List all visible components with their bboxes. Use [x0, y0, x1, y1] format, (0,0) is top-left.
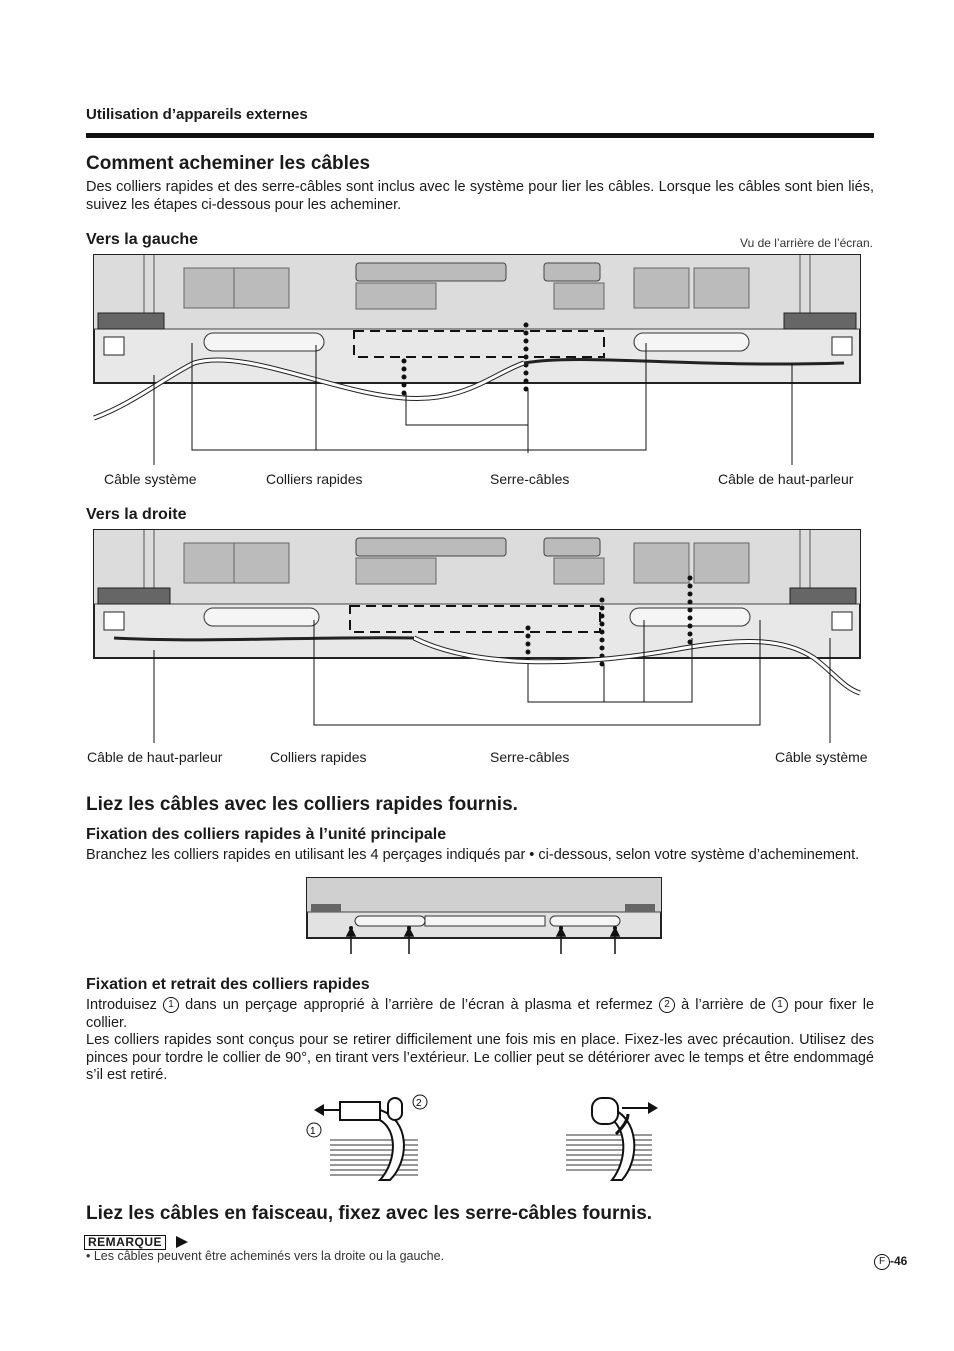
circled-number-2: 2 — [659, 997, 675, 1013]
sub2-p1-c: à l’arrière de — [681, 997, 766, 1013]
section3-heading: Liez les câbles en faisceau, fixez avec les serre-câbles fournis. — [86, 1203, 653, 1224]
sub2-heading: Fixation et retrait des colliers rapides — [86, 976, 370, 993]
sub1-heading: Fixation des colliers rapides à l’unité principale — [86, 826, 447, 843]
language-badge: F — [874, 1254, 890, 1270]
section-header: Utilisation d’appareils externes — [86, 106, 308, 123]
page-title: Comment acheminer les câbles — [86, 153, 371, 174]
right-heading: Vers la droite — [86, 506, 187, 523]
remarque-label: REMARQUE — [84, 1235, 166, 1250]
clamp-num-2: 2 — [416, 1098, 422, 1109]
left-label-colliers: Colliers rapides — [266, 471, 363, 487]
sub1-text: Branchez les colliers rapides en utilisant les 4 perçages indiqués par • ci-dessous, selon votre système d’acheminement. — [86, 847, 860, 863]
left-label-cable-systeme: Câble système — [104, 471, 197, 487]
intro-paragraph: Des colliers rapides et des serre-câbles sont inclus avec le système pour lier les câbles. Lorsque les câbles sont bien liés, suivez les étapes ci-dessous pour les acheminer. — [86, 179, 874, 213]
left-label-serre: Serre-câbles — [490, 471, 570, 487]
circled-number-1: 1 — [163, 997, 179, 1013]
right-label-cable-systeme: Câble système — [775, 749, 868, 765]
sub2-p1-d: pour fixer le collier. — [86, 997, 875, 1031]
sub2-p1-a: Introduisez — [86, 997, 157, 1013]
clamp-insert-illustration — [300, 1090, 440, 1185]
clamp-remove-illustration — [560, 1090, 670, 1185]
clamp-num-1: 1 — [310, 1126, 316, 1137]
remarque-arrow-icon — [176, 1236, 188, 1248]
right-routing-diagram — [84, 528, 874, 746]
sub2-p1-b: dans un perçage approprié à l’arrière de l’écran à plasma et refermez — [185, 997, 653, 1013]
right-label-haut-parleur: Câble de haut-parleur — [87, 749, 223, 765]
sub2-paragraph-2: Les colliers rapides sont conçus pour se retirer difficilement une fois mis en place. Fixez-les avec précaution. Utilisez des pinces pour tordre le collier de 90°, en tirant vers l’extérieur. Le collier peut se détériorer avec le temps et être endommagé s’il est retiré. — [86, 1032, 874, 1083]
page-number — [874, 1254, 907, 1270]
right-label-serre: Serre-câbles — [490, 749, 570, 765]
page-number-value: -46 — [890, 1254, 908, 1269]
header-rule — [86, 133, 874, 138]
right-label-colliers: Colliers rapides — [270, 749, 367, 765]
section2-heading: Liez les câbles avec les colliers rapides fournis. — [86, 794, 518, 815]
left-routing-diagram — [84, 253, 874, 468]
sub2-paragraph-1 — [86, 997, 874, 1032]
view-caption: Vu de l’arrière de l’écran. — [740, 236, 873, 250]
left-label-haut-parleur: Câble de haut-parleur — [718, 471, 854, 487]
mounting-holes-diagram — [305, 876, 665, 956]
circled-number-1-again: 1 — [772, 997, 788, 1013]
left-heading: Vers la gauche — [86, 231, 199, 248]
remarque-note: • Les câbles peuvent être acheminés vers la droite ou la gauche. — [86, 1249, 445, 1263]
